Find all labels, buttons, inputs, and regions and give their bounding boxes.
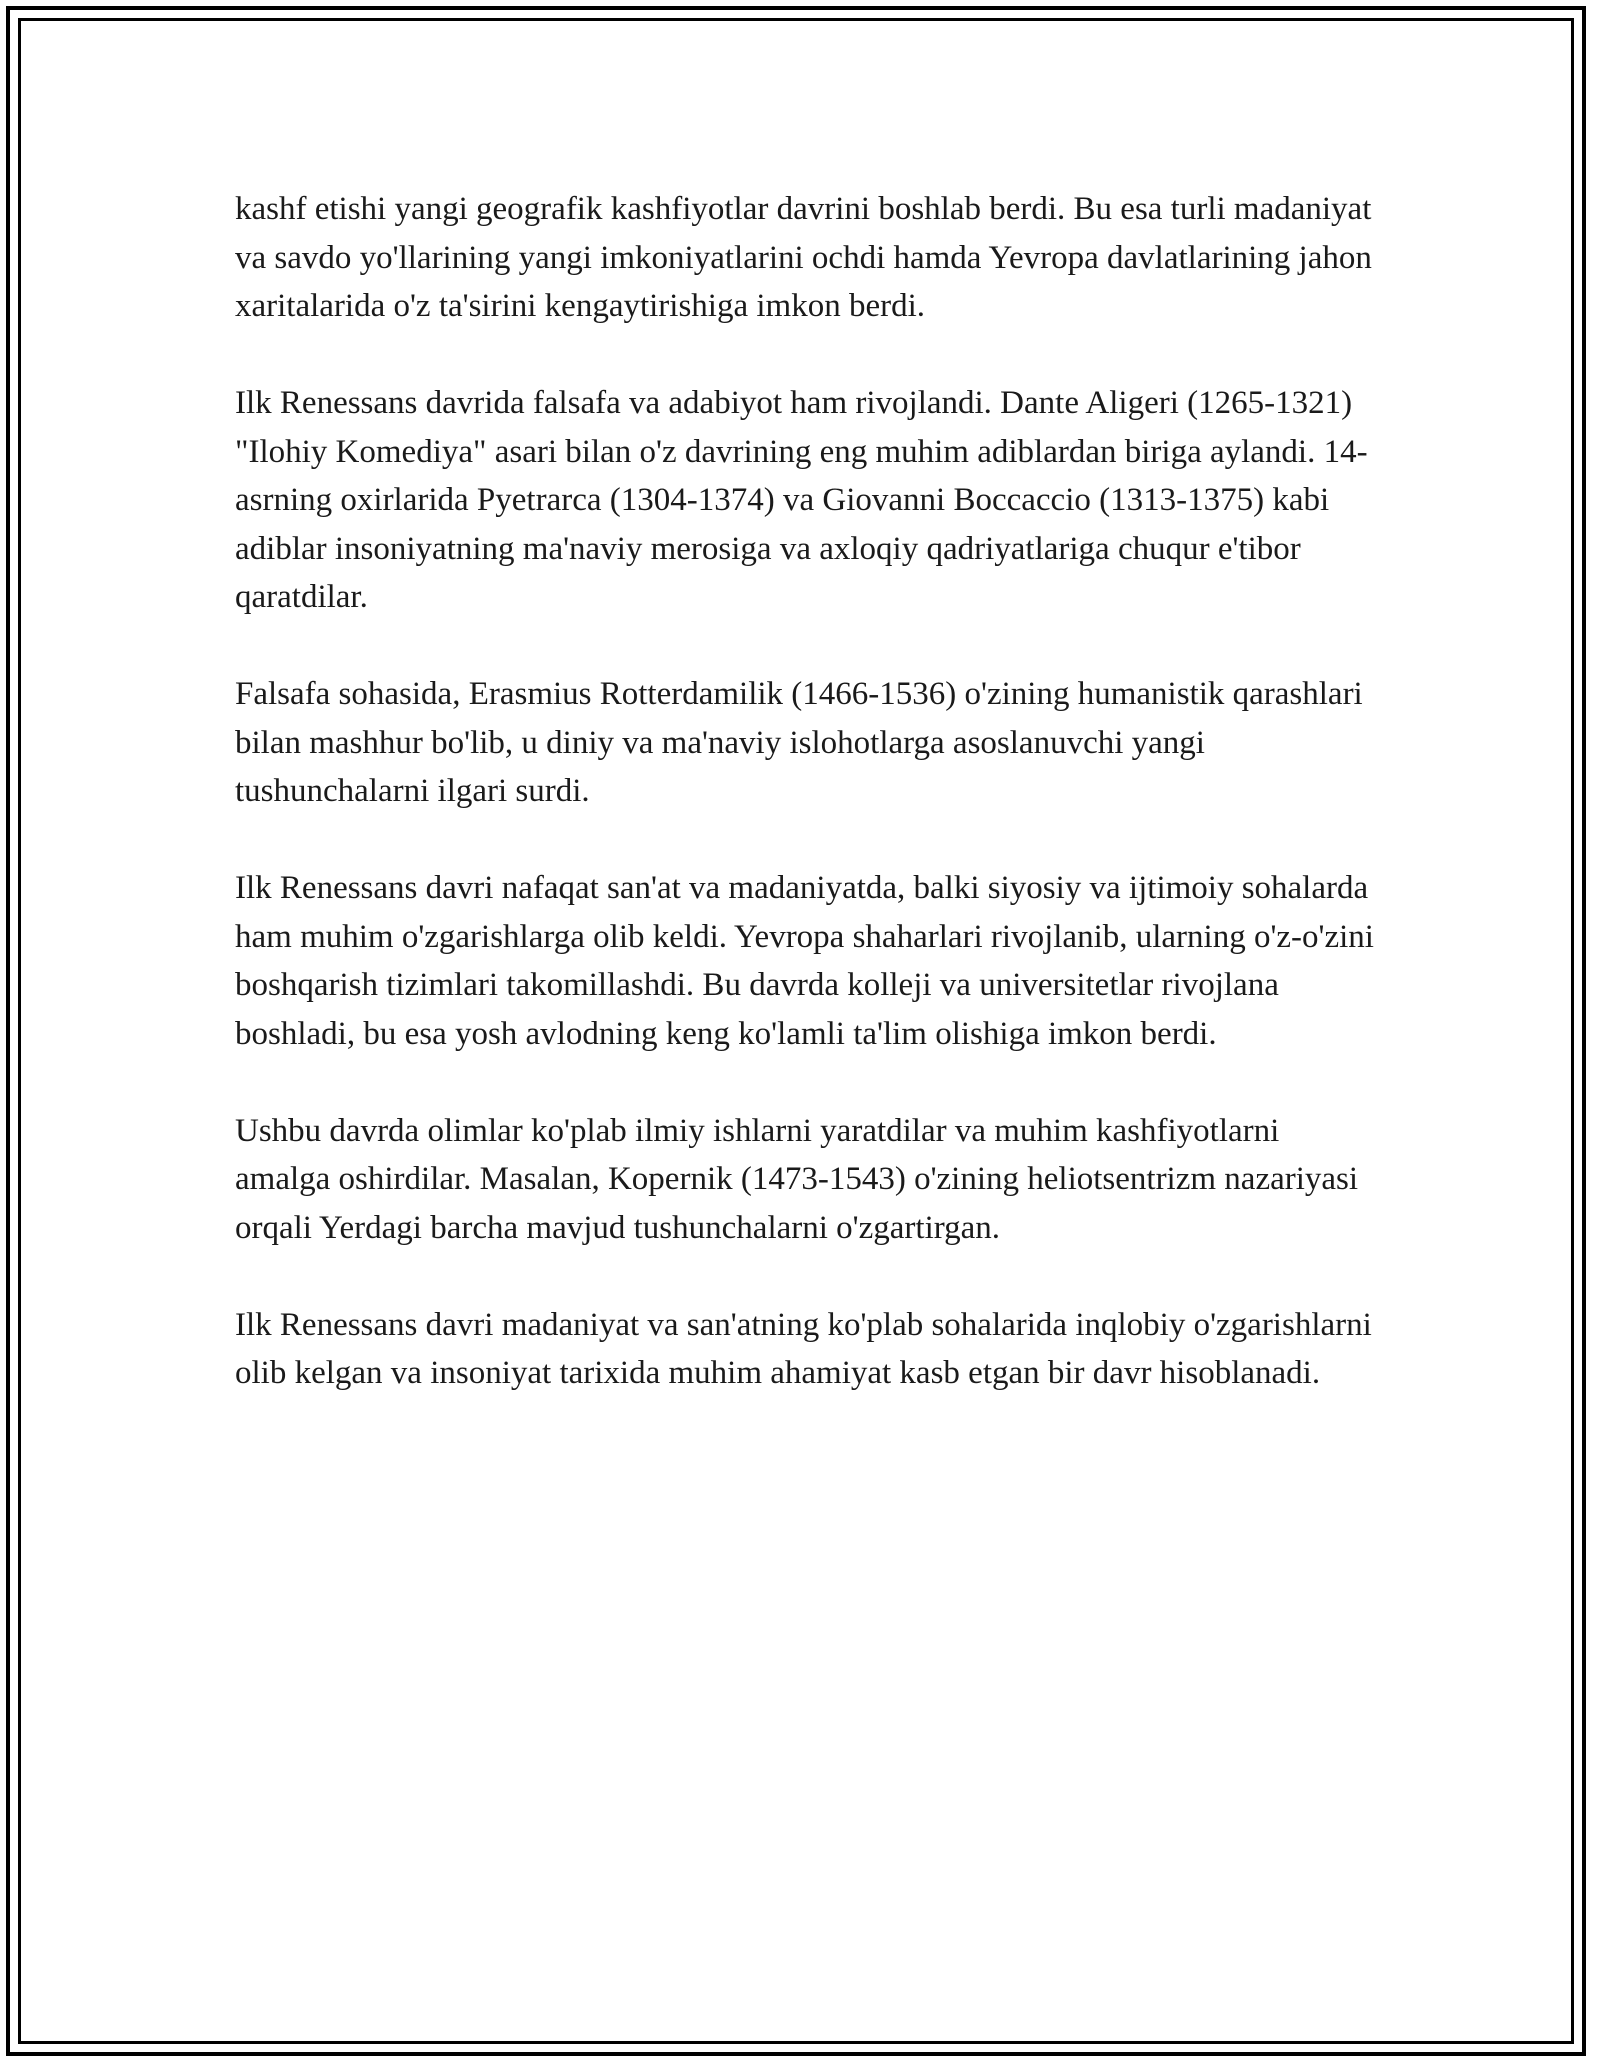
paragraph-3: Falsafa sohasida, Erasmius Rotterdamilik (1466-1536) o'zining humanistik qarashlari bilan mashhur bo'lib, u diniy va ma'naviy islohotlarga asoslanuvchi yangi tushunchalarni ilgari surdi.	[235, 676, 1363, 809]
document-body	[235, 185, 1375, 1446]
paragraph-2: Ilk Renessans davrida falsafa va adabiyot ham rivojlandi. Dante Aligeri (1265-1321) "Ilohiy Komediya" asari bilan o'z davrining eng muhim adiblardan biriga aylandi. 14-asrning oxirlarida Pyetrarca (1304-1374) va Giovanni Boccaccio (1313-1375) kabi adiblar insoniyatning ma'naviy merosiga va axloqiy qadriyatlariga chuqur e'tibor qaratdilar.	[235, 385, 1368, 615]
paragraph-4: Ilk Renessans davri nafaqat san'at va madaniyatda, balki siyosiy va ijtimoiy sohalarda ham muhim o'zgarishlarga olib keldi. Yevropa shaharlari rivojlanib, ularning o'z-o'zini boshqarish tizimlari takomillashdi. Bu davrda kolleji va universitetlar rivojlana boshladi, bu esa yosh avlodning keng ko'lamli ta'lim olishiga imkon berdi.	[235, 870, 1374, 1052]
paragraph-6: Ilk Renessans davri madaniyat va san'atning ko'plab sohalarida inqlobiy o'zgarishlarni olib kelgan va insoniyat tarixida muhim ahamiyat kasb etgan bir davr hisoblanadi.	[235, 1306, 1372, 1391]
paragraph-1: kashf etishi yangi geografik kashfiyotlar davrini boshlab berdi. Bu esa turli madaniyat va savdo yo'llarining yangi imkoniyatlarini ochdi hamda Yevropa davlatlarining jahon xaritalarida o'z ta'sirini kengaytirishiga imkon berdi.	[235, 191, 1372, 324]
paragraph-5: Ushbu davrda olimlar ko'plab ilmiy ishlarni yaratdilar va muhim kashfiyotlarni amalga oshirdilar. Masalan, Kopernik (1473-1543) o'zining heliotsentrizm nazariyasi orqali Yerdagi barcha mavjud tushunchalarni o'zgartirgan.	[235, 1112, 1359, 1246]
